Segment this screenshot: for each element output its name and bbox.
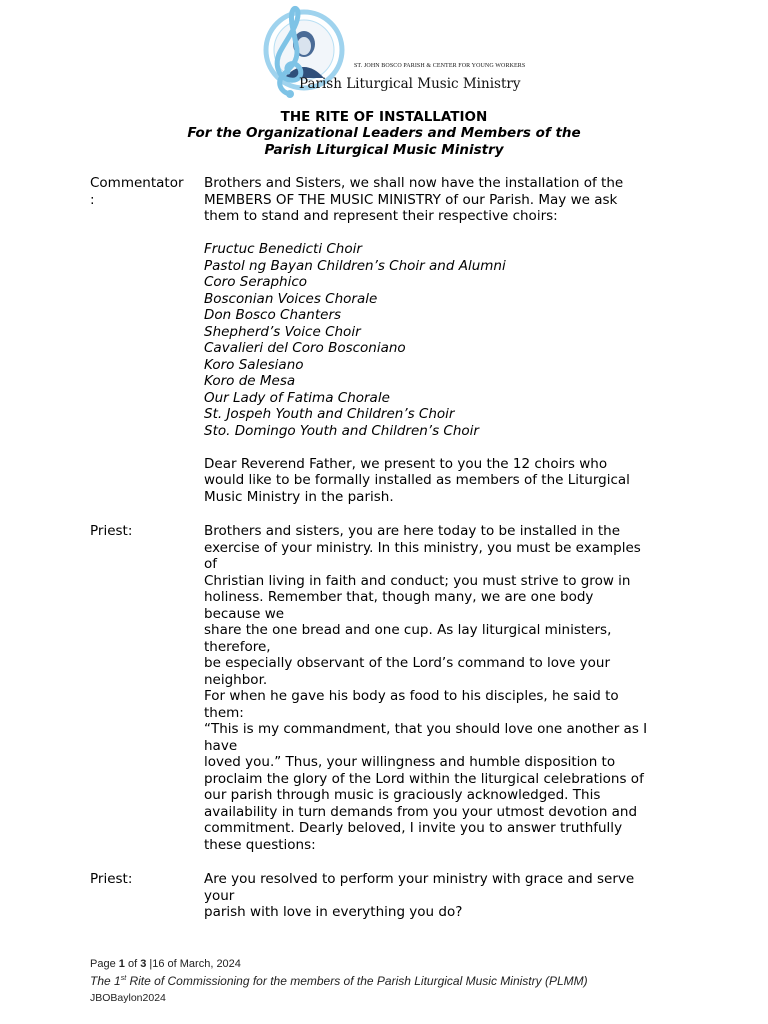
paragraph-line: commitment. Dearly beloved, I invite you to answer truthfully — [204, 820, 623, 836]
speaker-commentator: Commentator : — [90, 175, 184, 208]
rite-footer-caption: The 1st Rite of Commissioning for the members of the Parish Liturgical Music Ministry (PLMM) — [90, 974, 588, 988]
paragraph-line: be especially observant of the Lord’s command to love your — [204, 655, 610, 671]
paragraph-line: Are you resolved to perform your ministry with grace and serve — [204, 871, 635, 887]
choir-name: Don Bosco Chanters — [204, 307, 342, 323]
paragraph-line: share the one bread and one cup. As lay liturgical ministers, — [204, 622, 612, 638]
document-subtitle-line2: Parish Liturgical Music Ministry — [264, 142, 504, 158]
paragraph-line: For when he gave his body as food to his disciples, he said to — [204, 688, 619, 704]
speaker-priest: Priest: — [90, 871, 133, 887]
choir-name: Bosconian Voices Chorale — [204, 290, 378, 307]
choir-name: Our Lady of Fatima Chorale — [204, 389, 390, 406]
choir-name: Coro Seraphico — [204, 274, 308, 290]
paragraph-line: parish with love in everything you do? — [204, 904, 463, 920]
author-footer: JBOBaylon2024 — [90, 992, 166, 1004]
choir-name: St. Jospeh Youth and Children’s Choir — [204, 406, 455, 422]
paragraph-line: Dear Reverend Father, we present to you the 12 choirs who — [204, 455, 608, 472]
page-number-footer: Page 1 of 3 |16 of March, 2024 — [90, 958, 241, 970]
paragraph-line: them: — [204, 704, 244, 721]
paragraph-line: MEMBERS OF THE MUSIC MINISTRY of our Parish. May we ask — [204, 191, 618, 208]
paragraph-line: Music Ministry in the parish. — [204, 488, 394, 505]
paragraph-line: our parish through music is graciously acknowledged. This — [204, 787, 601, 803]
choir-name: Sto. Domingo Youth and Children’s Choir — [204, 422, 479, 439]
paragraph-line: Christian living in faith and conduct; you must strive to grow in — [204, 572, 631, 589]
speaker-priest: Priest: — [90, 523, 133, 539]
commentator-text — [204, 175, 674, 505]
paragraph-line: them to stand and represent their respective choirs: — [204, 208, 558, 224]
paragraph-line: exercise of your ministry. In this ministry, you must be examples — [204, 539, 641, 556]
paragraph-line: of — [204, 556, 218, 572]
paragraph-line: would like to be formally installed as members of the Liturgical — [204, 472, 630, 488]
paragraph-line: because we — [204, 605, 285, 622]
paragraph-line: have — [204, 737, 238, 754]
choir-name: Cavalieri del Coro Bosconiano — [204, 340, 406, 356]
choir-name: Pastol ng Bayan Children’s Choir and Alumni — [204, 257, 506, 274]
paragraph-line: your — [204, 887, 235, 904]
document-title: THE RITE OF INSTALLATION — [280, 109, 488, 125]
paragraph-line: Brothers and Sisters, we shall now have the installation of the — [204, 175, 624, 191]
choir-name: Fructuc Benedicti Choir — [204, 241, 362, 257]
paragraph-line: proclaim the glory of the Lord within the liturgical celebrations of — [204, 770, 644, 787]
paragraph-line: therefore, — [204, 638, 271, 655]
choir-name: Koro de Mesa — [204, 373, 296, 389]
ministry-logo — [240, 4, 540, 102]
choir-name: Koro Salesiano — [204, 356, 304, 373]
document-subtitle-line1: For the Organizational Leaders and Members of the — [187, 125, 581, 141]
priest-address-text — [204, 523, 674, 853]
paragraph-line: neighbor. — [204, 671, 268, 688]
paragraph-line: holiness. Remember that, though many, we are one body — [204, 589, 594, 605]
paragraph-line: Brothers and sisters, you are here today to be installed in the — [204, 523, 621, 539]
paragraph-line: these questions: — [204, 836, 316, 853]
paragraph-line: loved you.” Thus, your willingness and humble disposition to — [204, 754, 616, 770]
choir-name: Shepherd’s Voice Choir — [204, 323, 361, 340]
parish-seal-text: ST. JOHN BOSCO PARISH & CENTER FOR YOUNG WORKERS — [354, 63, 526, 69]
paragraph-line: availability in turn demands from you your utmost devotion and — [204, 803, 638, 820]
ministry-name: Parish Liturgical Music Ministry — [299, 76, 521, 92]
priest-question-text — [204, 871, 674, 921]
paragraph-line: “This is my commandment, that you should love one another as I — [204, 721, 648, 737]
